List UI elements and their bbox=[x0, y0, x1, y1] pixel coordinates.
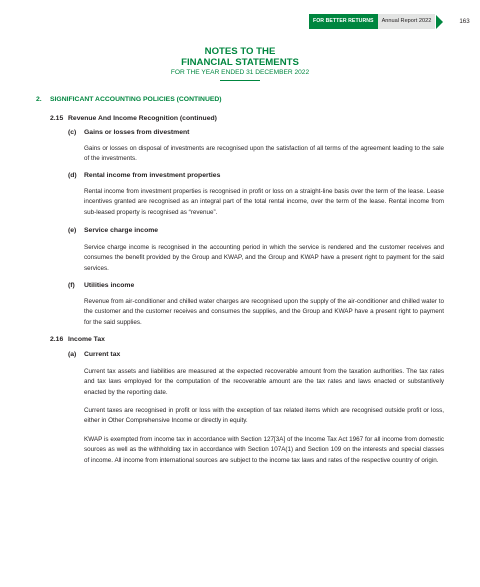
title-subtitle: FOR THE YEAR ENDED 31 DECEMBER 2022 bbox=[170, 69, 310, 76]
title-line-1: NOTES TO THE bbox=[204, 46, 276, 57]
subsection-number-2-16: 2.16 bbox=[50, 336, 64, 343]
report-name: Annual Report 2022 bbox=[378, 14, 436, 29]
item-title-f: Utilities income bbox=[84, 282, 135, 289]
item-label-f: (f) bbox=[68, 282, 75, 289]
item-label-d: (d) bbox=[68, 172, 77, 179]
subsection-number-2-15: 2.15 bbox=[50, 115, 64, 122]
item-text-e: Service charge income is recognised in the accounting period in which the service is rendered and the customer receives and consumes the benefit provided by the Group and KWAP, and the Group and KWAP have a present right to payment for the said services. bbox=[84, 244, 444, 272]
item-label-a: (a) bbox=[68, 351, 77, 358]
item-text-a-2: Current taxes are recognised in profit or loss with the exception of tax related items which are recognised outside profit or loss, either in Other Comprehensive Income or directly in equity. bbox=[84, 407, 444, 425]
page-title bbox=[0, 46, 480, 81]
page-header bbox=[309, 14, 470, 29]
section-title: SIGNIFICANT ACCOUNTING POLICIES (CONTINUED) bbox=[50, 96, 222, 103]
item-text-f: Revenue from air-conditioner and chilled water charges are recognised upon the supply of the air-conditioner and chilled water to the customer and the customer receives and consumes the supplies, and the Group and KWAP have a present right to payment for the said supplies. bbox=[84, 298, 444, 326]
title-divider bbox=[220, 80, 260, 81]
item-text-d: Rental income from investment properties is recognised in profit or loss on a straight-line basis over the term of the lease. Lease incentives granted are recognised as an integral part of the total rental income, over the term of the lease. Rental income from sub-leased property is recognised as “revenue”. bbox=[84, 188, 444, 216]
item-title-c: Gains or losses from divestment bbox=[84, 129, 190, 136]
subsection-title-2-16: Income Tax bbox=[68, 336, 105, 343]
item-title-d: Rental income from investment properties bbox=[84, 172, 221, 179]
section-number: 2. bbox=[36, 96, 42, 103]
item-text-c: Gains or losses on disposal of investments are recognised upon the satisfaction of all terms of the agreement leading to the sale of the investments. bbox=[84, 145, 444, 163]
item-text-a-1: Current tax assets and liabilities are measured at the expected recoverable amount from the taxation authorities. The tax rates and tax laws employed for the computation of the recoverable amount are the tax rates and laws enacted or substantively enacted by the reporting date. bbox=[84, 368, 444, 396]
chevron-right-icon bbox=[436, 15, 443, 29]
item-label-e: (e) bbox=[68, 227, 77, 234]
title-line-2: FINANCIAL STATEMENTS bbox=[181, 57, 299, 68]
tagline-badge: FOR BETTER RETURNS bbox=[309, 14, 378, 29]
item-text-a-3: KWAP is exempted from income tax in accordance with Section 127[3A] of the Income Tax Act 1967 for all income from domestic sources as well as the withholding tax in accordance with Section 107A(1) and Section 109 on the interests and special classes of income. All income from international sources are subject to the income tax laws and rates of the respective country of origin. bbox=[84, 436, 444, 464]
item-label-c: (c) bbox=[68, 129, 77, 136]
subsection-title-2-15: Revenue And Income Recognition (continued) bbox=[68, 115, 217, 122]
item-title-e: Service charge income bbox=[84, 227, 159, 234]
page-number: 163 bbox=[459, 18, 470, 25]
item-title-a: Current tax bbox=[84, 351, 121, 358]
